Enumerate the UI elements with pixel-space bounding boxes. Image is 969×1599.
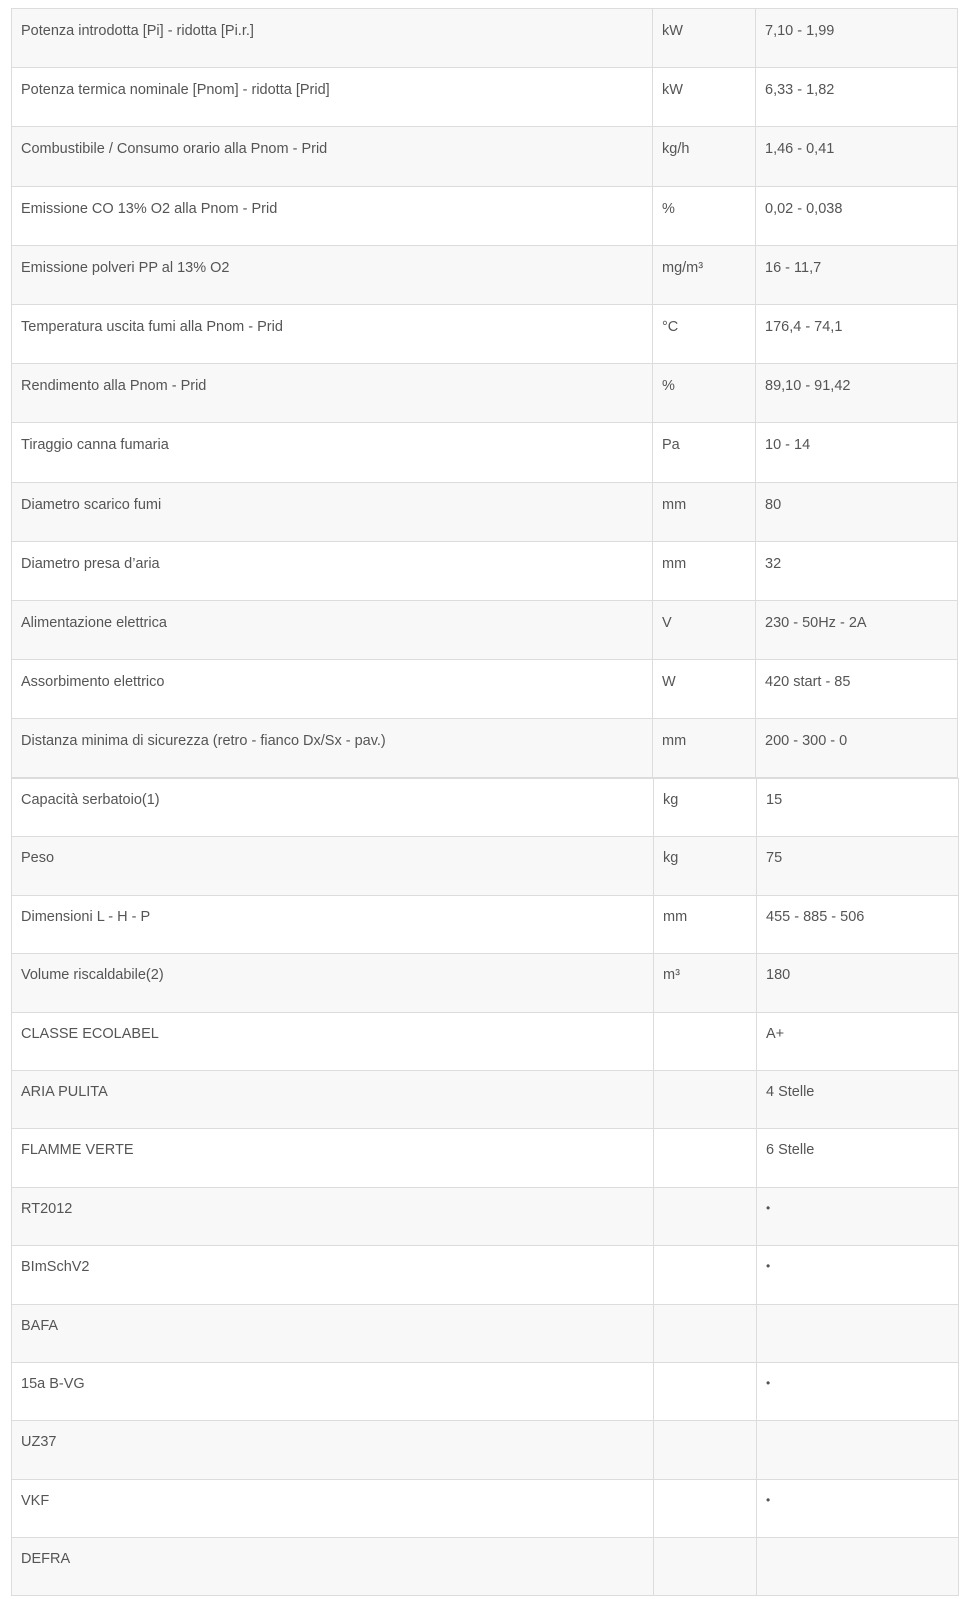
spec-label: Tiraggio canna fumaria (12, 423, 653, 482)
spec-label: Combustibile / Consumo orario alla Pnom - Prid (12, 127, 653, 186)
spec-unit: % (653, 186, 756, 245)
spec-unit: mm (653, 541, 756, 600)
spec-value: 176,4 - 74,1 (756, 304, 958, 363)
spec-label: Dimensioni L - H - P (12, 895, 654, 953)
spec-value: 1,46 - 0,41 (756, 127, 958, 186)
spec-value (757, 1304, 959, 1362)
spec-value: • (757, 1246, 959, 1304)
spec-label: Assorbimento elettrico (12, 660, 653, 719)
spec-label: Volume riscaldabile(2) (12, 954, 654, 1012)
table-row (12, 1246, 959, 1304)
spec-unit: m³ (654, 954, 757, 1012)
table-row (12, 304, 958, 363)
spec-value: 200 - 300 - 0 (756, 719, 958, 778)
technical-specs-table (11, 8, 958, 778)
table-row (12, 68, 958, 127)
table-row (12, 719, 958, 778)
spec-label: VKF (12, 1479, 654, 1537)
spec-label: Diametro presa d’aria (12, 541, 653, 600)
spec-unit: kg (654, 779, 757, 837)
spec-label: Rendimento alla Pnom - Prid (12, 364, 653, 423)
spec-unit (654, 1012, 757, 1070)
spec-label: FLAMME VERTE (12, 1129, 654, 1187)
table-row (12, 541, 958, 600)
table-row (12, 1304, 959, 1362)
spec-value: 75 (757, 837, 959, 895)
spec-value: • (757, 1479, 959, 1537)
table-row (12, 660, 958, 719)
spec-label: 15a B-VG (12, 1362, 654, 1420)
spec-value: 6 Stelle (757, 1129, 959, 1187)
spec-unit: kg/h (653, 127, 756, 186)
certifications-table (11, 778, 959, 1596)
table-row (12, 1187, 959, 1245)
spec-label: Potenza termica nominale [Pnom] - ridotta [Prid] (12, 68, 653, 127)
table-row (12, 1421, 959, 1479)
spec-unit (654, 1362, 757, 1420)
spec-unit (654, 1421, 757, 1479)
spec-value: 4 Stelle (757, 1070, 959, 1128)
spec-value: 6,33 - 1,82 (756, 68, 958, 127)
spec-value: 10 - 14 (756, 423, 958, 482)
spec-unit: kW (653, 9, 756, 68)
spec-value: 32 (756, 541, 958, 600)
spec-value: A+ (757, 1012, 959, 1070)
spec-value: 80 (756, 482, 958, 541)
table-row (12, 423, 958, 482)
table-row (12, 1070, 959, 1128)
spec-unit: mm (653, 482, 756, 541)
spec-label: RT2012 (12, 1187, 654, 1245)
spec-unit: % (653, 364, 756, 423)
spec-label: BAFA (12, 1304, 654, 1362)
spec-unit: mm (654, 895, 757, 953)
table-row (12, 9, 958, 68)
spec-label: Potenza introdotta [Pi] - ridotta [Pi.r.] (12, 9, 653, 68)
spec-unit (654, 1187, 757, 1245)
table-row (12, 245, 958, 304)
spec-label: UZ37 (12, 1421, 654, 1479)
spec-label: BImSchV2 (12, 1246, 654, 1304)
spec-unit: V (653, 600, 756, 659)
spec-value: 420 start - 85 (756, 660, 958, 719)
spec-label: Capacità serbatoio(1) (12, 779, 654, 837)
spec-value: 180 (757, 954, 959, 1012)
spec-unit (654, 1246, 757, 1304)
spec-unit: kW (653, 68, 756, 127)
spec-unit (654, 1538, 757, 1596)
table-row (12, 127, 958, 186)
table-row (12, 186, 958, 245)
spec-value: • (757, 1187, 959, 1245)
spec-unit: kg (654, 837, 757, 895)
table-row (12, 364, 958, 423)
spec-value: 15 (757, 779, 959, 837)
table-row (12, 1129, 959, 1187)
spec-unit: mm (653, 719, 756, 778)
table-row (12, 837, 959, 895)
spec-label: Emissione polveri PP al 13% O2 (12, 245, 653, 304)
table-row (12, 1012, 959, 1070)
spec-value (757, 1538, 959, 1596)
spec-unit: Pa (653, 423, 756, 482)
spec-value: 230 - 50Hz - 2A (756, 600, 958, 659)
spec-label: Alimentazione elettrica (12, 600, 653, 659)
spec-label: Peso (12, 837, 654, 895)
spec-unit: W (653, 660, 756, 719)
spec-label: Distanza minima di sicurezza (retro - fianco Dx/Sx - pav.) (12, 719, 653, 778)
spec-label: CLASSE ECOLABEL (12, 1012, 654, 1070)
spec-unit: °C (653, 304, 756, 363)
spec-value: 455 - 885 - 506 (757, 895, 959, 953)
spec-label: Emissione CO 13% O2 alla Pnom - Prid (12, 186, 653, 245)
spec-unit: mg/m³ (653, 245, 756, 304)
spec-value (757, 1421, 959, 1479)
spec-label: Temperatura uscita fumi alla Pnom - Prid (12, 304, 653, 363)
spec-unit (654, 1070, 757, 1128)
spec-label: ARIA PULITA (12, 1070, 654, 1128)
spec-value: 89,10 - 91,42 (756, 364, 958, 423)
spec-label: DEFRA (12, 1538, 654, 1596)
spec-value: 7,10 - 1,99 (756, 9, 958, 68)
spec-value: • (757, 1362, 959, 1420)
table-row (12, 895, 959, 953)
spec-unit (654, 1129, 757, 1187)
table-row (12, 779, 959, 837)
spec-value: 16 - 11,7 (756, 245, 958, 304)
table-row (12, 600, 958, 659)
spec-label: Diametro scarico fumi (12, 482, 653, 541)
spec-unit (654, 1304, 757, 1362)
table-row (12, 1538, 959, 1596)
table-row (12, 482, 958, 541)
spec-value: 0,02 - 0,038 (756, 186, 958, 245)
table-row (12, 1479, 959, 1537)
table-row (12, 1362, 959, 1420)
spec-unit (654, 1479, 757, 1537)
table-row (12, 954, 959, 1012)
